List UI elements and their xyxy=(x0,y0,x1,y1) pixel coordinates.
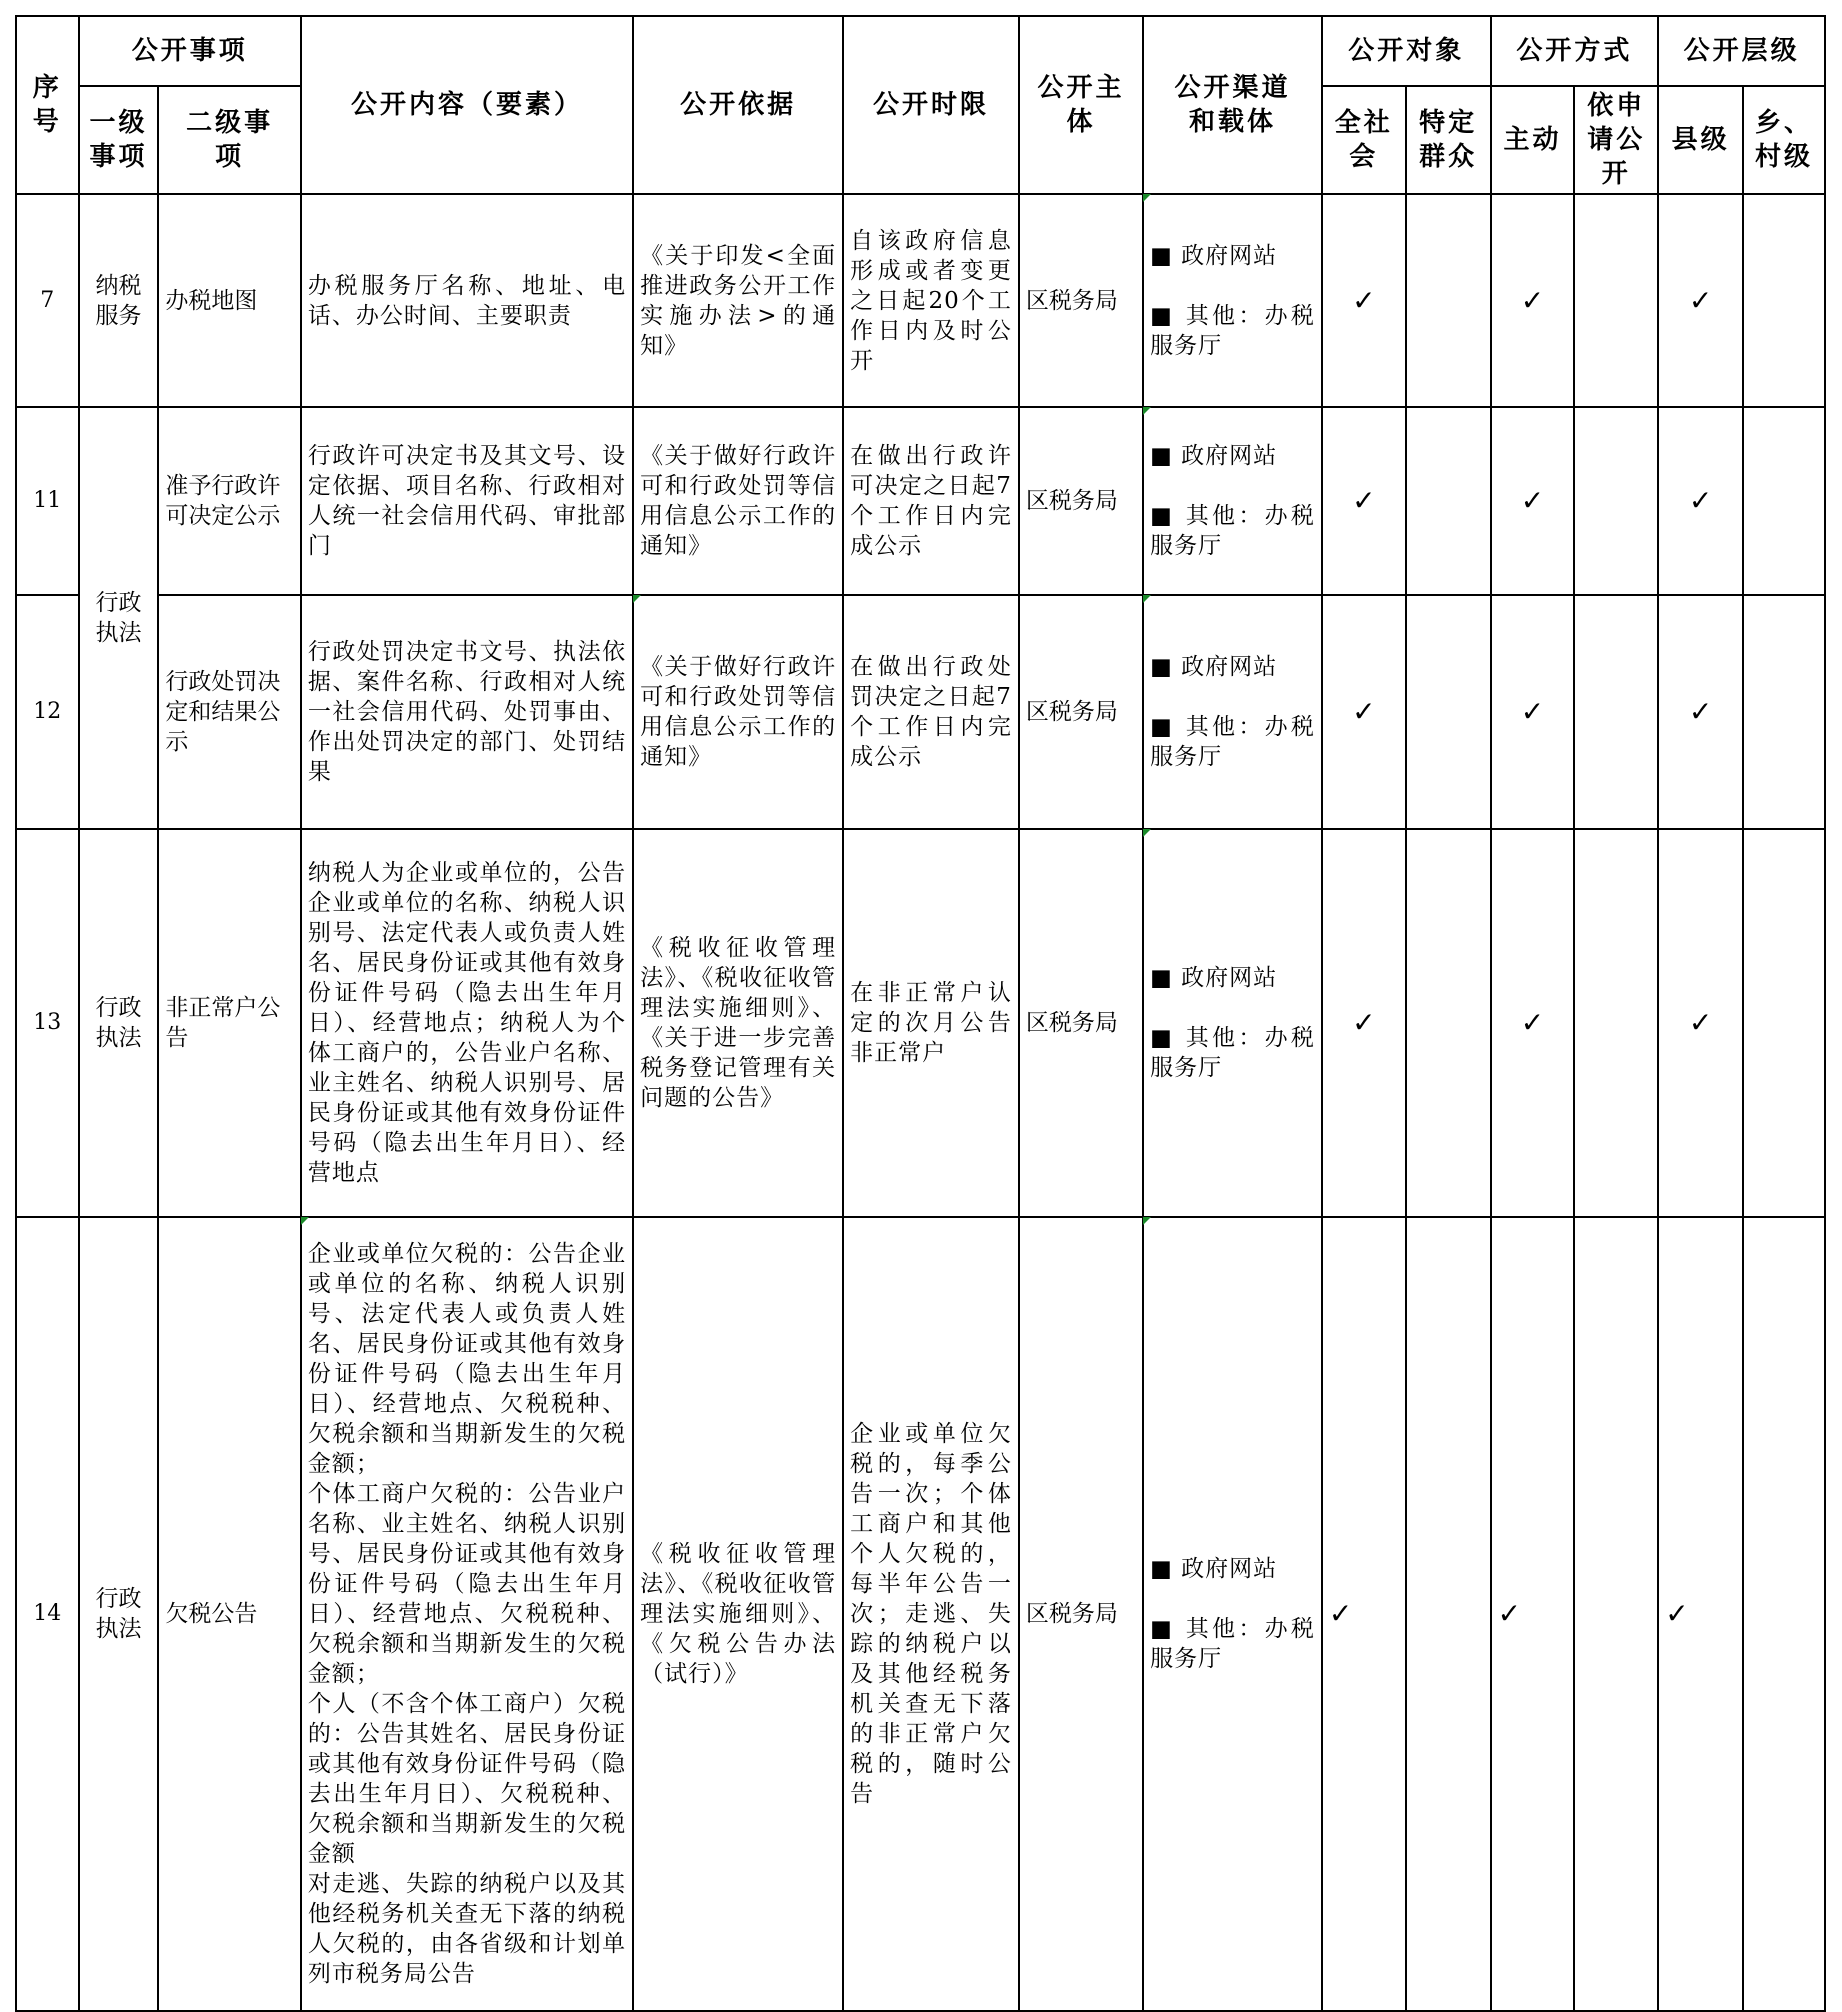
check-level-county: ✓ xyxy=(1658,595,1743,829)
check-method-apply xyxy=(1574,194,1658,407)
check-method-apply xyxy=(1574,829,1658,1217)
check-target-all: ✓ xyxy=(1322,194,1406,407)
row-level1: 行政 执法 xyxy=(79,829,159,1217)
header-time-limit: 公开时限 xyxy=(843,16,1019,194)
check-method-active: ✓ xyxy=(1491,829,1575,1217)
table-row xyxy=(16,407,1825,595)
header-method-apply: 依申 请公 开 xyxy=(1574,86,1658,194)
check-level-village xyxy=(1743,595,1825,829)
header-seq: 序 号 xyxy=(16,16,79,194)
row-seq: 7 xyxy=(16,194,79,407)
check-level-county: ✓ xyxy=(1658,194,1743,407)
channel-website: ■ 政府网站 xyxy=(1150,242,1278,269)
check-method-apply xyxy=(1574,1217,1658,2011)
check-level-village xyxy=(1743,407,1825,595)
row-channel xyxy=(1143,194,1322,407)
channel-other: ■ 其他：办税服务厅 xyxy=(1150,302,1315,359)
check-method-active: ✓ xyxy=(1491,194,1575,407)
row-level1: 纳税 服务 xyxy=(79,194,159,407)
check-target-specific xyxy=(1406,829,1491,1217)
row-basis: 《税收征收管理法》、《税收征收管理法实施细则》、《欠税公告办法（试行）》 xyxy=(633,1217,843,2011)
check-level-village xyxy=(1743,194,1825,407)
row-seq: 14 xyxy=(16,1217,79,2011)
header-target-all: 全社 会 xyxy=(1322,86,1406,194)
row-channel xyxy=(1143,829,1322,1217)
row-level2: 行政处罚决定和结果公示 xyxy=(158,595,300,829)
check-level-county: ✓ xyxy=(1658,407,1743,595)
channel-website: ■ 政府网站 xyxy=(1150,654,1278,680)
check-target-all: ✓ xyxy=(1322,829,1406,1217)
row-subject: 区税务局 xyxy=(1019,1217,1143,2011)
header-level-county: 县级 xyxy=(1658,86,1743,194)
header-level2: 二级事 项 xyxy=(158,86,300,194)
row-time-limit: 在非正常户认定的次月公告非正常户 xyxy=(843,829,1019,1217)
row-basis: 《税收征收管理法》、《税收征收管理法实施细则》、《关于进一步完善税务登记管理有关问题的公告》 xyxy=(633,829,843,1217)
check-level-village xyxy=(1743,1217,1825,2011)
row-level1: 行政 执法 xyxy=(79,407,159,829)
row-level1: 行政 执法 xyxy=(79,1217,159,2011)
check-method-apply xyxy=(1574,595,1658,829)
header-method: 公开方式 xyxy=(1491,16,1659,86)
row-channel xyxy=(1143,595,1322,829)
header-target-specific: 特定 群众 xyxy=(1406,86,1491,194)
row-content: 行政许可决定书及其文号、设定依据、项目名称、行政相对人统一社会信用代码、审批部门 xyxy=(301,407,633,595)
row-content: 办税服务厅名称、地址、电话、办公时间、主要职责 xyxy=(301,194,633,407)
check-method-active: ✓ xyxy=(1491,595,1575,829)
channel-website: ■ 政府网站 xyxy=(1150,965,1278,991)
header-matter: 公开事项 xyxy=(79,16,301,86)
table-row xyxy=(16,595,1825,829)
row-subject: 区税务局 xyxy=(1019,595,1143,829)
header-basis: 公开依据 xyxy=(633,16,843,194)
header-subject: 公开主 体 xyxy=(1019,16,1143,194)
check-method-apply xyxy=(1574,407,1658,595)
check-level-county: ✓ xyxy=(1658,1217,1743,2011)
check-level-village xyxy=(1743,829,1825,1217)
row-seq: 11 xyxy=(16,407,79,595)
check-method-active: ✓ xyxy=(1491,1217,1575,2011)
check-target-specific xyxy=(1406,407,1491,595)
row-seq: 13 xyxy=(16,829,79,1217)
row-content: 企业或单位欠税的：公告企业或单位的名称、纳税人识别号、法定代表人或负责人姓名、居民身份证或其他有效身份证件号码（隐去出生年月日）、经营地点、欠税税种、欠税余额和当期新发生的欠税金额； 个体工商户欠税的：公告业户名称、业主姓名、纳税人识别号、居民身份证或其他有效身份证件号码（隐去出生年月日）、经营地点、欠税税种、欠税余额和当期新发生的欠税金额； 个人（不含个体工商户）欠税的：公告其姓名、居民身份证或其他有效身份证件号码（隐去出生年月日）、欠税税种、欠税余额和当期新发生的欠税金额 对走逃、失踪的纳税户以及其他经税务机关查无下落的纳税人欠税的，由各省级和计划单列市税务局公告 xyxy=(301,1217,633,2011)
row-basis: 《关于做好行政许可和行政处罚等信用信息公示工作的通知》 xyxy=(633,407,843,595)
row-basis: 《关于做好行政许可和行政处罚等信用信息公示工作的通知》 xyxy=(633,595,843,829)
channel-website: ■ 政府网站 xyxy=(1150,443,1278,469)
row-time-limit: 企业或单位欠税的，每季公告一次；个体工商户和其他个人欠税的，每半年公告一次；走逃、失踪的纳税户以及其他经税务机关查无下落的非正常户欠税的，随时公告 xyxy=(843,1217,1019,2011)
row-content: 行政处罚决定书文号、执法依据、案件名称、行政相对人统一社会信用代码、处罚事由、作出处罚决定的部门、处罚结果 xyxy=(301,595,633,829)
channel-other: ■ 其他：办税服务厅 xyxy=(1150,503,1315,559)
row-level2: 欠税公告 xyxy=(158,1217,300,2011)
row-level2: 办税地图 xyxy=(158,194,300,407)
row-time-limit: 在做出行政许可决定之日起7个工作日内完成公示 xyxy=(843,407,1019,595)
check-method-active: ✓ xyxy=(1491,407,1575,595)
row-channel xyxy=(1143,1217,1322,2011)
channel-other: ■ 其他：办税服务厅 xyxy=(1150,714,1315,770)
header-level: 公开层级 xyxy=(1658,16,1825,86)
row-seq: 12 xyxy=(16,595,79,829)
row-subject: 区税务局 xyxy=(1019,829,1143,1217)
header-level-village: 乡、 村级 xyxy=(1743,86,1825,194)
header-content: 公开内容（要素） xyxy=(301,16,633,194)
header-target: 公开对象 xyxy=(1322,16,1491,86)
header-channel: 公开渠道 和载体 xyxy=(1143,16,1322,194)
row-level2: 非正常户公告 xyxy=(158,829,300,1217)
row-basis: 《关于印发<全面推进政务公开工作实施办法>的通知》 xyxy=(633,194,843,407)
table-row xyxy=(16,194,1825,407)
table-row xyxy=(16,829,1825,1217)
check-level-county: ✓ xyxy=(1658,829,1743,1217)
header-level1: 一级 事项 xyxy=(79,86,159,194)
row-level2: 准予行政许可决定公示 xyxy=(158,407,300,595)
check-target-all: ✓ xyxy=(1322,407,1406,595)
channel-other: ■ 其他：办税服务厅 xyxy=(1150,1616,1315,1672)
channel-website: ■ 政府网站 xyxy=(1150,1556,1278,1582)
header-method-active: 主动 xyxy=(1491,86,1575,194)
table-row xyxy=(16,1217,1825,2011)
row-content: 纳税人为企业或单位的，公告企业或单位的名称、纳税人识别号、法定代表人或负责人姓名、居民身份证或其他有效身份证件号码（隐去出生年月日）、经营地点；纳税人为个体工商户的，公告业户名称、业主姓名、纳税人识别号、居民身份证或其他有效身份证件号码（隐去出生年月日）、经营地点 xyxy=(301,829,633,1217)
row-channel xyxy=(1143,407,1322,595)
channel-other: ■ 其他：办税服务厅 xyxy=(1150,1025,1315,1081)
check-target-specific xyxy=(1406,595,1491,829)
row-time-limit: 在做出行政处罚决定之日起7个工作日内完成公示 xyxy=(843,595,1019,829)
row-subject: 区税务局 xyxy=(1019,407,1143,595)
check-target-specific xyxy=(1406,1217,1491,2011)
row-subject: 区税务局 xyxy=(1019,194,1143,407)
check-target-all: ✓ xyxy=(1322,595,1406,829)
check-target-all: ✓ xyxy=(1322,1217,1406,2011)
disclosure-table xyxy=(15,15,1826,2012)
check-target-specific xyxy=(1406,194,1491,407)
row-time-limit: 自该政府信息形成或者变更之日起20个工作日内及时公开 xyxy=(843,194,1019,407)
